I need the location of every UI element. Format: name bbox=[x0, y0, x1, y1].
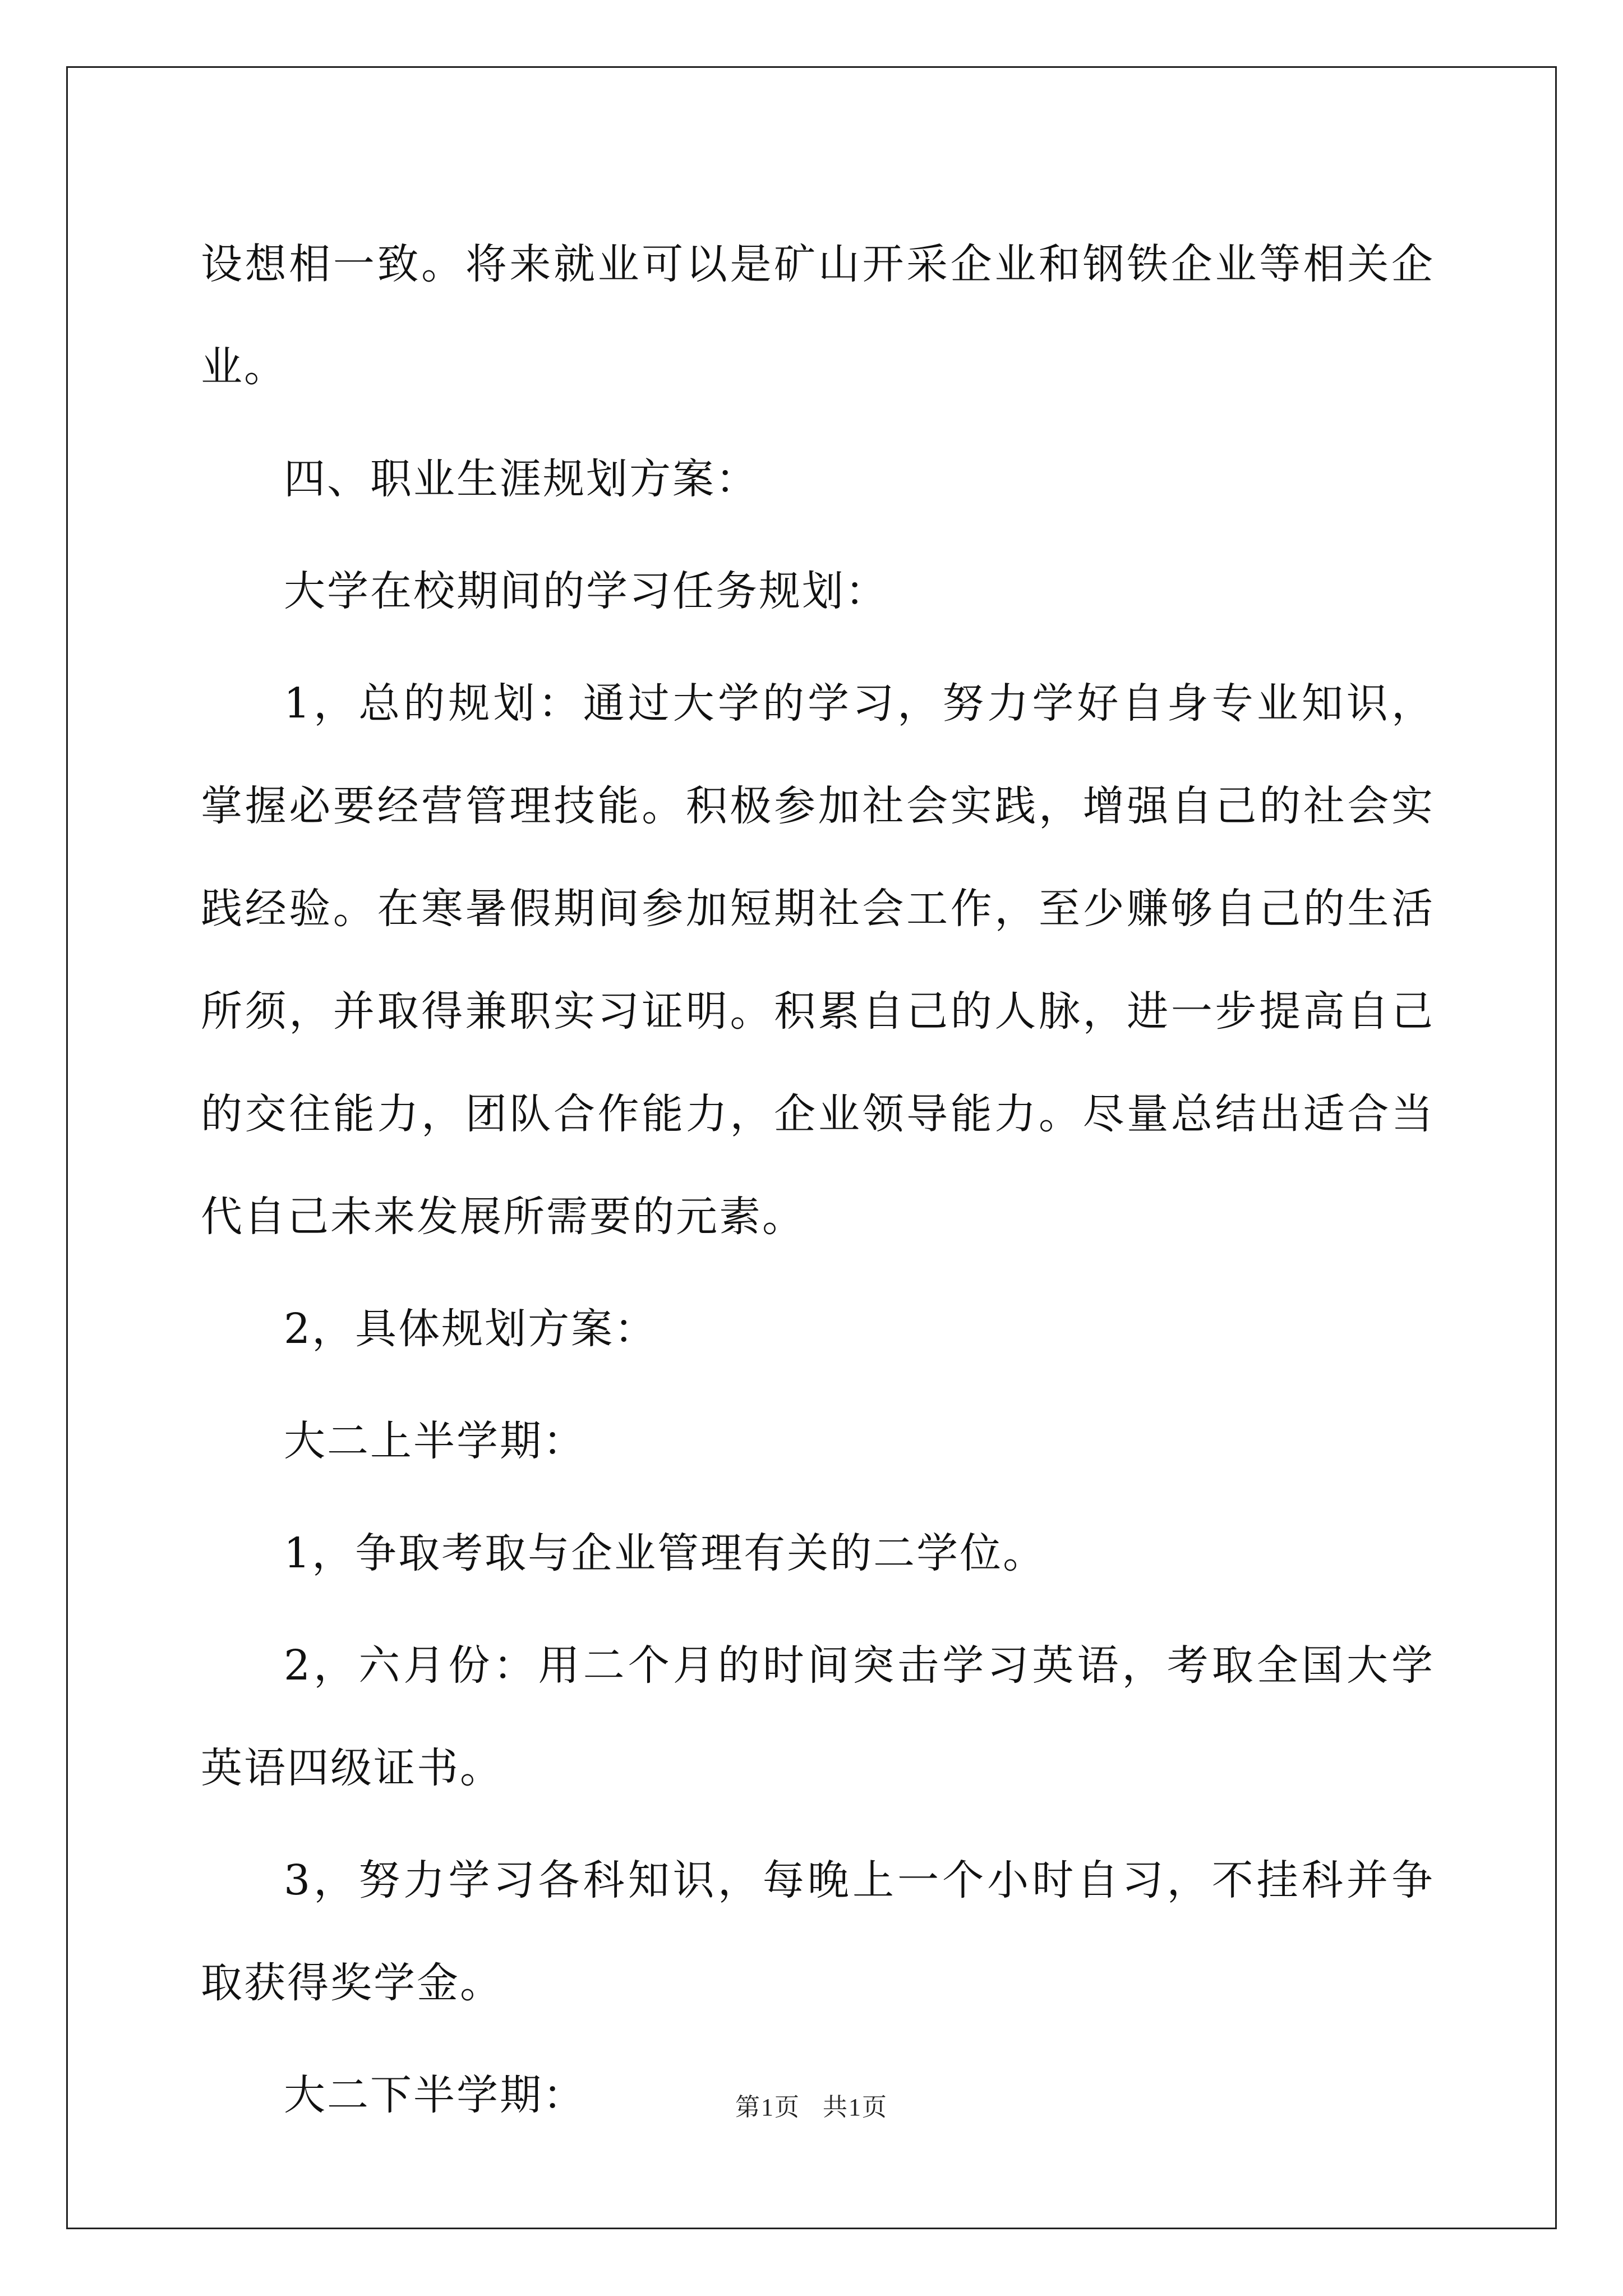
subsection-heading: 2，具体规划方案： bbox=[284, 1305, 658, 1353]
list-item: 1，争取考取与企业管理有关的二学位。 bbox=[284, 1529, 1046, 1577]
page-total: 共1页 bbox=[823, 2093, 888, 2121]
document-body bbox=[201, 213, 1435, 2156]
paragraph: 设想相一致。将来就业可以是矿山开采企业和钢铁企业等相关企业。 bbox=[201, 240, 1435, 391]
subsection-heading: 大学在校期间的学习任务规划： bbox=[284, 567, 888, 615]
list-item: 3，努力学习各科知识，每晚上一个小时自习，不挂科并争取获得奖学金。 bbox=[201, 1856, 1435, 2007]
paragraph: 1，总的规划：通过大学的学习，努力学好自身专业知识，掌握必要经营管理技能。积极参加社会实践，增强自己的社会实践经验。在寒暑假期间参加短期社会工作，至少赚够自己的生活所须，并取得兼职实习证明。积累自己的人脉，进一步提高自己的交往能力，团队合作能力，企业领导能力。尽量总结出适合当代自己未来发展所需要的元素。 bbox=[201, 679, 1435, 1241]
subsection-heading: 大二下半学期： bbox=[284, 2071, 586, 2119]
list-item: 2，六月份：用二个月的时间突击学习英语，考取全国大学英语四级证书。 bbox=[201, 1641, 1435, 1792]
subsection-heading: 大二上半学期： bbox=[284, 1417, 586, 1465]
section-heading: 四、职业生涯规划方案： bbox=[284, 455, 759, 503]
page-number: 第1页 bbox=[735, 2093, 800, 2121]
page-footer bbox=[0, 2087, 1623, 2123]
